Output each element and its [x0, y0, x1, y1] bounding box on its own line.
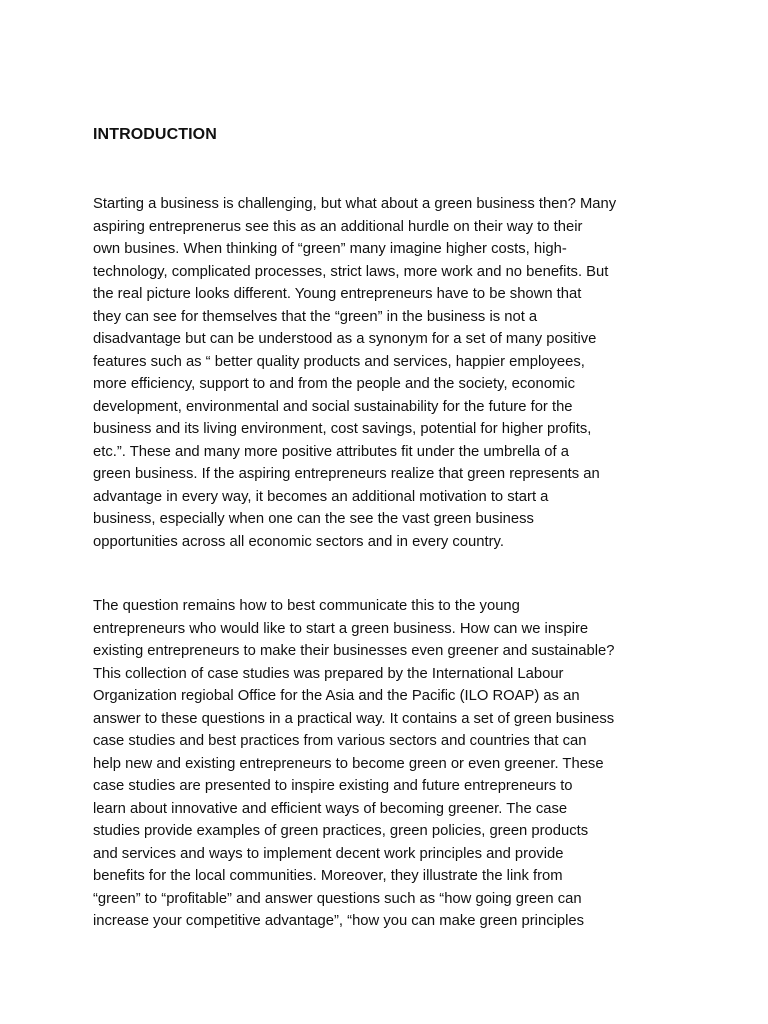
text-line: business and its living environment, cost savings, potential for higher profits,	[93, 421, 592, 437]
text-line: and services and ways to implement decent work principles and provide	[93, 845, 564, 862]
text-line: aspiring entreprenerus see this as an additional hurdle on their way to their	[93, 218, 583, 235]
text-line: Organization regiobal Office for the Asia and the Pacific (ILO ROAP) as an	[93, 688, 580, 704]
text-line: advantage in every way, it becomes an additional motivation to start a	[93, 488, 549, 505]
text-line: etc.”. These and many more positive attributes fit under the umbrella of a	[93, 443, 569, 460]
text-line: existing entrepreneurs to make their businesses even greener and sustainable?	[93, 643, 615, 659]
text-line: case studies are presented to inspire existing and future entrepreneurs to	[93, 778, 573, 794]
text-line: The question remains how to best communicate this to the young	[93, 598, 520, 614]
text-line: This collection of case studies was prepared by the International Labour	[93, 665, 564, 682]
text-line: they can see for themselves that the “green” in the business is not a	[93, 308, 538, 325]
text-line: development, environmental and social sustainability for the future for the	[93, 398, 573, 415]
text-line: “green” to “profitable” and answer questions such as “how going green can	[93, 890, 582, 907]
text-line: benefits for the local communities. Moreover, they illustrate the link from	[93, 868, 563, 884]
text-line: help new and existing entrepreneurs to become green or even greener. These	[93, 755, 604, 772]
text-line: disadvantage but can be understood as a synonym for a set of many positive	[93, 331, 597, 347]
paragraph-question	[93, 595, 693, 933]
text-line: increase your competitive advantage”, “how you can make green principles	[93, 913, 585, 929]
text-line: more efficiency, support to and from the people and the society, economic	[93, 376, 575, 392]
text-line: Starting a business is challenging, but what about a green business then? Many	[93, 196, 617, 212]
text-line: business, especially when one can the see the vast green business	[93, 511, 534, 527]
text-line: own busines. When thinking of “green” many imagine higher costs, high-	[93, 241, 567, 257]
text-line: the real picture looks different. Young entrepreneurs have to be shown that	[93, 286, 582, 302]
text-line: learn about innovative and efficient ways of becoming greener. The case	[93, 800, 568, 817]
text-line: answer to these questions in a practical way. It contains a set of green business	[93, 710, 615, 727]
paragraph-intro	[93, 193, 693, 553]
text-line: entrepreneurs who would like to start a green business. How can we inspire	[93, 620, 589, 637]
section-heading: INTRODUCTION	[93, 126, 217, 143]
text-line: studies provide examples of green practices, green policies, green products	[93, 823, 589, 839]
text-line: technology, complicated processes, strict laws, more work and no benefits. But	[93, 263, 609, 280]
text-line: opportunities across all economic sectors and in every country.	[93, 533, 504, 550]
text-line: case studies and best practices from various sectors and countries that can	[93, 733, 587, 749]
text-line: features such as “ better quality products and services, happier employees,	[93, 353, 585, 370]
text-line: green business. If the aspiring entrepreneurs realize that green represents an	[93, 466, 600, 482]
